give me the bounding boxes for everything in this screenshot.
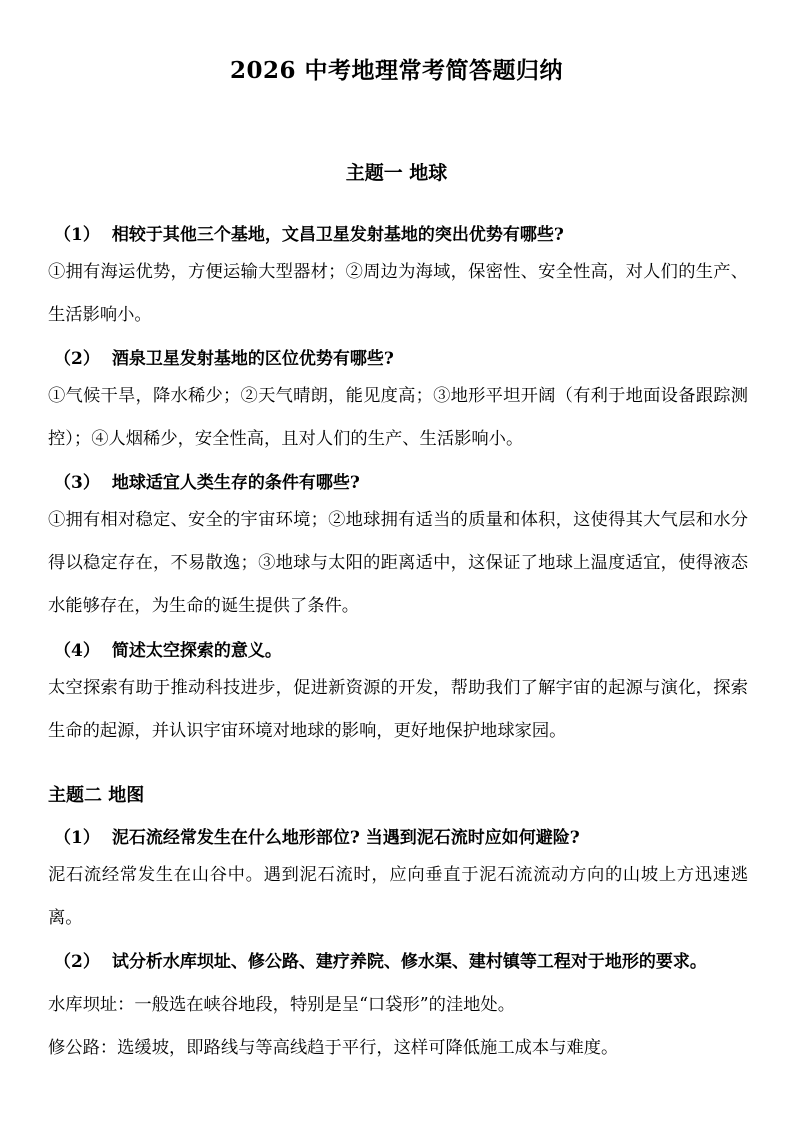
topic1-question-4 [48, 636, 282, 661]
question-number: （1） [54, 828, 100, 848]
document-title: 2026 中考地理常考简答题归纳 [229, 57, 564, 84]
question-number: （3） [54, 473, 100, 493]
question-text: 简述太空探索的意义。 [111, 641, 282, 661]
question-text: 地球适宜人类生存的条件有哪些? [111, 473, 360, 493]
topic1-answer-4: 太空探索有助于推动科技进步，促进新资源的开发，帮助我们了解宇宙的起源与演化，探索生命的起源，并认识宇宙环境对地球的影响，更好地保护地球家园。 [48, 678, 748, 741]
question-number: （2） [54, 349, 100, 369]
question-text: 酒泉卫星发射基地的区位优势有哪些? [111, 349, 394, 369]
topic1-question-3 [48, 468, 360, 493]
topic1-title: 主题一 地球 [345, 162, 448, 184]
topic2-question-1 [48, 823, 580, 848]
topic1-answer-1: ①拥有海运优势，方便运输大型器材；②周边为海域，保密性、安全性高，对人们的生产、生活影响小。 [48, 262, 748, 325]
question-number: （2） [54, 952, 100, 972]
topic2-question-2 [48, 947, 707, 972]
topic1-answer-3: ①拥有相对稳定、安全的宇宙环境；②地球拥有适当的质量和体积，这使得其大气层和水分得以稳定存在，不易散逸；③地球与太阳的距离适中，这保证了地球上温度适宜，使得液态水能够存在，为生命的诞生提供了条件。 [48, 510, 748, 616]
topic1-question-1 [48, 220, 564, 245]
question-number: （1） [54, 225, 100, 245]
topic1-question-2 [48, 344, 394, 369]
topic2-answer-2-reservoir: 水库坝址：一般选在峡谷地段，特别是呈“口袋形”的洼地处。 [48, 995, 515, 1015]
topic1-answer-2: ①气候干旱，降水稀少；②天气晴朗，能见度高；③地形平坦开阔（有利于地面设备跟踪测控）；④人烟稀少，安全性高，且对人们的生产、生活影响小。 [48, 386, 748, 449]
topic2-answer-2-road: 修公路：选缓坡，即路线与等高线趋于平行，这样可降低施工成本与难度。 [48, 1038, 619, 1058]
question-text: 试分析水库坝址、修公路、建疗养院、修水渠、建村镇等工程对于地形的要求。 [111, 952, 707, 972]
question-number: （4） [54, 641, 100, 661]
question-text: 泥石流经常发生在什么地形部位? 当遇到泥石流时应如何避险? [111, 828, 580, 848]
topic2-title: 主题二 地图 [48, 785, 145, 806]
topic2-answer-1: 泥石流经常发生在山谷中。遇到泥石流时，应向垂直于泥石流流动方向的山坡上方迅速逃离。 [48, 865, 748, 928]
question-text: 相较于其他三个基地，文昌卫星发射基地的突出优势有哪些? [111, 225, 564, 245]
